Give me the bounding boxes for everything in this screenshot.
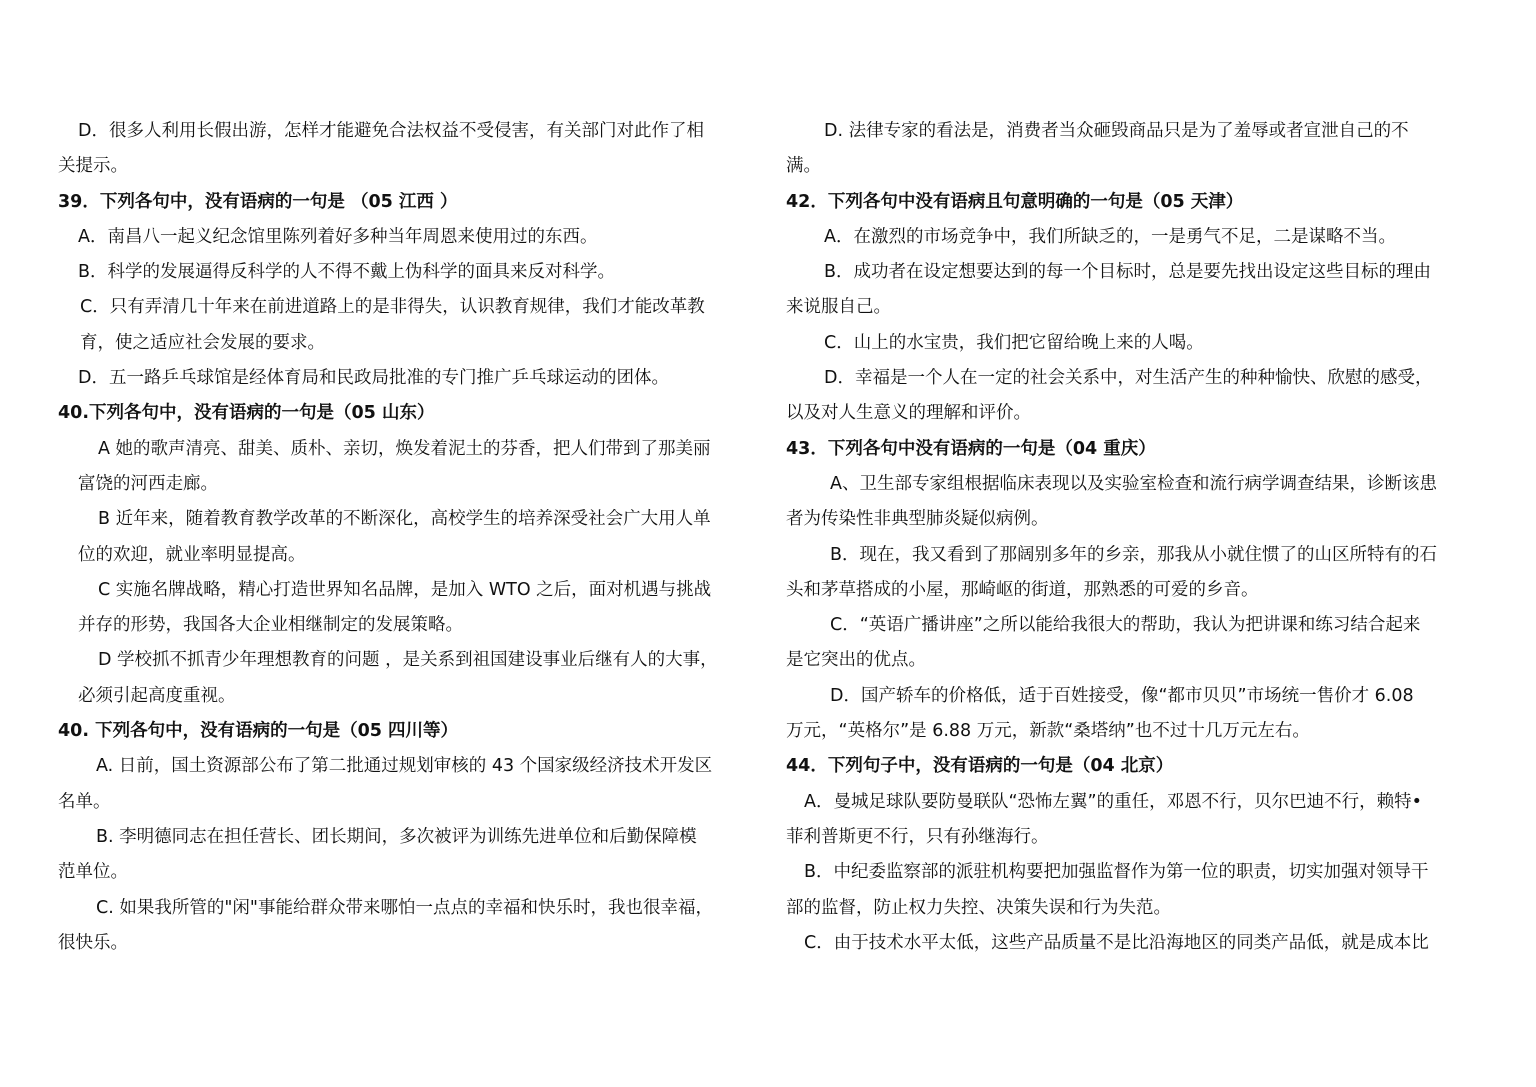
text-line: C．由于技术水平太低，这些产品质量不是比沿海地区的同类产品低，就是成本比 bbox=[804, 932, 1429, 953]
text-line: A．在激烈的市场竞争中，我们所缺乏的，一是勇气不足，二是谋略不当。 bbox=[824, 226, 1396, 247]
text-line: 菲利普斯更不行，只有孙继海行。 bbox=[786, 826, 1049, 847]
question-heading: 39．下列各句中，没有语病的一句是 （05 江西 ） bbox=[58, 191, 458, 212]
text-line: 位的欢迎，就业率明显提高。 bbox=[78, 544, 306, 565]
question-heading: 40.下列各句中，没有语病的一句是（05 山东） bbox=[58, 403, 435, 424]
text-line: B．科学的发展逼得反科学的人不得不戴上伪科学的面具来反对科学。 bbox=[78, 262, 616, 283]
text-line: C．只有弄清几十年来在前进道路上的是非得失，认识教育规律，我们才能改革教 bbox=[80, 297, 705, 318]
text-line: A．南昌八一起义纪念馆里陈列着好多种当年周恩来使用过的东西。 bbox=[78, 226, 598, 247]
text-line: 万元，“英格尔”是 6.88 万元，新款“桑塔纳”也不过十几万元左右。 bbox=[786, 721, 1310, 742]
text-line: C 实施名牌战略，精心打造世界知名品牌，是加入 WTO 之后，面对机遇与挑战 bbox=[98, 579, 712, 600]
text-line: 很快乐。 bbox=[58, 932, 128, 953]
right-column bbox=[786, 114, 1478, 961]
text-line: C. 如果我所管的"闲"事能给群众带来哪怕一点点的幸福和快乐时，我也很幸福， bbox=[96, 897, 713, 918]
text-line: 育，使之适应社会发展的要求。 bbox=[80, 332, 325, 353]
text-line: D 学校抓不抓青少年理想教育的问题 ，是关系到祖国建设事业后继有人的大事， bbox=[98, 650, 718, 671]
text-line: B. 李明德同志在担任营长、团长期间，多次被评为训练先进单位和后勤保障模 bbox=[96, 826, 697, 847]
text-line: D．幸福是一个人在一定的社会关系中，对生活产生的种种愉快、欣慰的感受， bbox=[824, 368, 1433, 389]
text-line: 关提示。 bbox=[58, 156, 128, 177]
text-line: 来说服自己。 bbox=[786, 297, 891, 318]
text-line: B．现在，我又看到了那阔别多年的乡亲，那我从小就住惯了的山区所特有的石 bbox=[830, 544, 1438, 565]
text-line: 满。 bbox=[786, 156, 821, 177]
text-line: 以及对人生意义的理解和评价。 bbox=[786, 403, 1031, 424]
question-heading: 43．下列各句中没有语病的一句是（04 重庆） bbox=[786, 438, 1156, 459]
text-line: 富饶的河西走廊。 bbox=[78, 473, 218, 494]
question-heading: 44．下列句子中，没有语病的一句是（04 北京） bbox=[786, 756, 1174, 777]
text-line: C．“英语广播讲座”之所以能给我很大的帮助，我认为把讲课和练习结合起来 bbox=[830, 615, 1421, 636]
text-line: A．曼城足球队要防曼联队“恐怖左翼”的重任，邓恩不行，贝尔巴迪不行，赖特• bbox=[804, 791, 1422, 812]
text-line: D．国产轿车的价格低，适于百姓接受，像“都市贝贝”市场统一售价才 6.08 bbox=[830, 685, 1414, 706]
text-line: 名单。 bbox=[58, 791, 111, 812]
text-line: D．五一路乒乓球馆是经体育局和民政局批准的专门推广乒乓球运动的团体。 bbox=[78, 368, 669, 389]
text-line: 范单位。 bbox=[58, 862, 128, 883]
text-line: C．山上的水宝贵，我们把它留给晚上来的人喝。 bbox=[824, 332, 1204, 353]
text-line: A、卫生部专家组根据临床表现以及实验室检查和流行病学调查结果，诊断该患 bbox=[830, 473, 1437, 494]
text-line: B．中纪委监察部的派驻机构要把加强监督作为第一位的职责，切实加强对领导干 bbox=[804, 862, 1429, 883]
question-heading: 42．下列各句中没有语病且句意明确的一句是（05 天津） bbox=[786, 191, 1244, 212]
text-line: 是它突出的优点。 bbox=[786, 650, 926, 671]
text-line: A 她的歌声清亮、甜美、质朴、亲切，焕发着泥土的芬香，把人们带到了那美丽 bbox=[98, 438, 711, 459]
text-line: 必须引起高度重视。 bbox=[78, 685, 236, 706]
text-line: D. 法律专家的看法是，消费者当众砸毁商品只是为了羞辱或者宣泄自己的不 bbox=[824, 121, 1409, 141]
text-line: 者为传染性非典型肺炎疑似病例。 bbox=[786, 509, 1049, 530]
text-line: 并存的形势，我国各大企业相继制定的发展策略。 bbox=[78, 615, 463, 636]
text-line: B．成功者在设定想要达到的每一个目标时，总是要先找出设定这些目标的理由 bbox=[824, 262, 1432, 283]
text-line: D．很多人利用长假出游，怎样才能避免合法权益不受侵害，有关部门对此作了相 bbox=[78, 121, 704, 141]
text-line: A. 日前，国土资源部公布了第二批通过规划审核的 43 个国家级经济技术开发区 bbox=[96, 756, 713, 777]
text-line: B 近年来，随着教育教学改革的不断深化，高校学生的培养深受社会广大用人单 bbox=[98, 509, 711, 530]
text-line: 头和茅草搭成的小屋，那崎岖的街道，那熟悉的可爱的乡音。 bbox=[786, 579, 1259, 600]
text-line: 部的监督，防止权力失控、决策失误和行为失范。 bbox=[786, 897, 1171, 918]
question-heading: 40. 下列各句中，没有语病的一句是（05 四川等） bbox=[58, 721, 459, 742]
left-column bbox=[58, 114, 758, 961]
